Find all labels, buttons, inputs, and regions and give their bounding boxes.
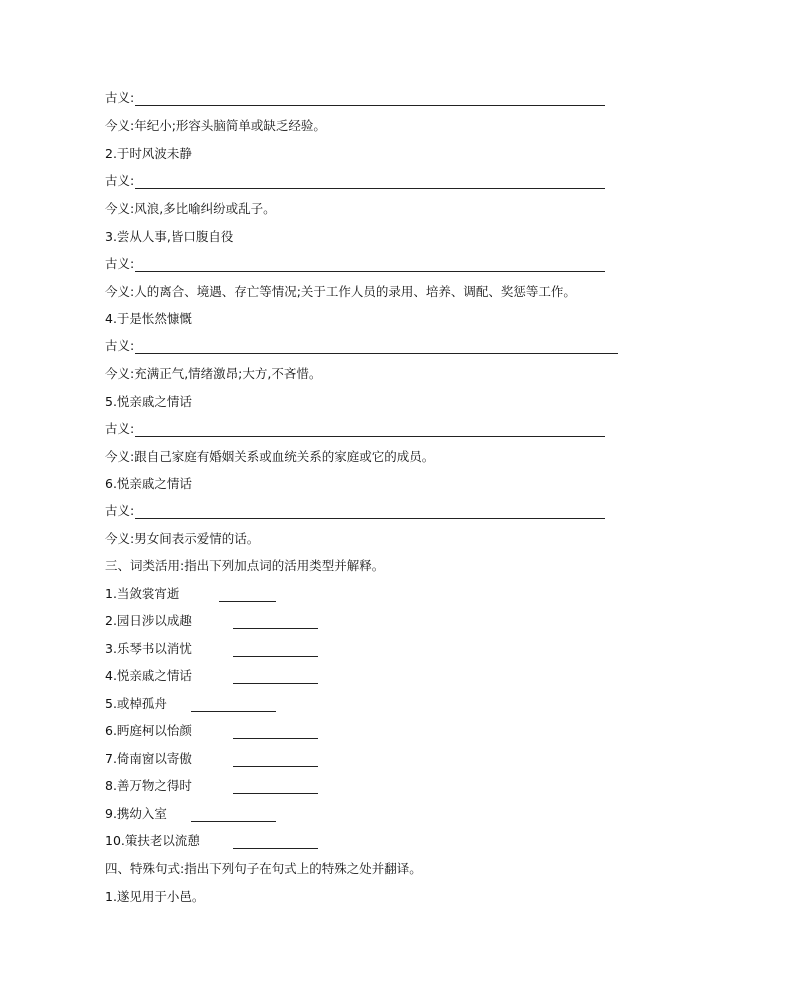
jin-yi-2: 今义:风浪,多比喻纠纷或乱子。 — [105, 201, 276, 216]
answer-blank[interactable] — [219, 588, 276, 602]
answer-blank[interactable] — [135, 505, 605, 519]
section-3-item-6 — [105, 723, 318, 739]
gu-yi-label: 古义: — [105, 503, 135, 518]
jin-yi-4: 今义:充满正气,情绪激昂;大方,不吝惜。 — [105, 366, 322, 381]
item-text: 5.或棹孤舟 — [105, 696, 167, 711]
gu-yi-line-1 — [105, 90, 605, 106]
item-text: 6.眄庭柯以怡颜 — [105, 723, 192, 738]
jin-yi-1: 今义:年纪小;形容头脑简单或缺乏经验。 — [105, 118, 326, 133]
answer-blank[interactable] — [233, 643, 318, 657]
section-4-item-1: 1.遂见用于小邑。 — [105, 889, 205, 904]
gu-yi-label: 古义: — [105, 421, 135, 436]
gu-yi-label: 古义: — [105, 256, 135, 271]
section-3-item-7 — [105, 751, 318, 767]
section-3-item-3 — [105, 641, 318, 657]
entry-heading-3: 3.尝从人事,皆口腹自役 — [105, 229, 234, 244]
section-3-item-1 — [105, 586, 276, 602]
gu-yi-label: 古义: — [105, 173, 135, 188]
section-3-item-5 — [105, 696, 276, 712]
gu-yi-line-5 — [105, 421, 605, 437]
gu-yi-line-4 — [105, 338, 618, 354]
answer-blank[interactable] — [135, 175, 605, 189]
gu-yi-label: 古义: — [105, 90, 135, 105]
answer-blank[interactable] — [233, 725, 318, 739]
section-3-item-10 — [105, 833, 318, 849]
answer-blank[interactable] — [135, 258, 605, 272]
item-text: 1.当敛裳宵逝 — [105, 586, 180, 601]
section-4-title: 四、特殊句式:指出下列句子在句式上的特殊之处并翻译。 — [105, 861, 422, 876]
item-text: 7.倚南窗以寄傲 — [105, 751, 192, 766]
item-text: 3.乐琴书以消忧 — [105, 641, 192, 656]
entry-heading-5: 5.悦亲戚之情话 — [105, 394, 192, 409]
section-3-item-4 — [105, 668, 318, 684]
answer-blank[interactable] — [135, 423, 605, 437]
entry-heading-6: 6.悦亲戚之情话 — [105, 476, 192, 491]
answer-blank[interactable] — [233, 615, 318, 629]
section-3-item-8 — [105, 778, 318, 794]
item-text: 4.悦亲戚之情话 — [105, 668, 192, 683]
answer-blank[interactable] — [135, 92, 605, 106]
entry-heading-2: 2.于时风波未静 — [105, 146, 192, 161]
item-text: 2.园日涉以成趣 — [105, 613, 192, 628]
answer-blank[interactable] — [233, 780, 318, 794]
jin-yi-5: 今义:跟自己家庭有婚姻关系或血统关系的家庭或它的成员。 — [105, 449, 435, 464]
answer-blank[interactable] — [135, 340, 618, 354]
answer-blank[interactable] — [191, 698, 276, 712]
jin-yi-6: 今义:男女间表示爱情的话。 — [105, 531, 260, 546]
section-3-item-9 — [105, 806, 276, 822]
section-3-title: 三、词类活用:指出下列加点词的活用类型并解释。 — [105, 558, 385, 573]
section-3-item-2 — [105, 613, 318, 629]
gu-yi-label: 古义: — [105, 338, 135, 353]
answer-blank[interactable] — [191, 808, 276, 822]
gu-yi-line-2 — [105, 173, 605, 189]
gu-yi-line-6 — [105, 503, 605, 519]
jin-yi-3: 今义:人的离合、境遇、存亡等情况;关于工作人员的录用、培养、调配、奖惩等工作。 — [105, 284, 576, 299]
answer-blank[interactable] — [233, 753, 318, 767]
gu-yi-line-3 — [105, 256, 605, 272]
answer-blank[interactable] — [233, 835, 318, 849]
item-text: 10.策扶老以流憩 — [105, 833, 200, 848]
item-text: 8.善万物之得时 — [105, 778, 192, 793]
answer-blank[interactable] — [233, 670, 318, 684]
item-text: 9.携幼入室 — [105, 806, 167, 821]
entry-heading-4: 4.于是怅然慷慨 — [105, 311, 192, 326]
